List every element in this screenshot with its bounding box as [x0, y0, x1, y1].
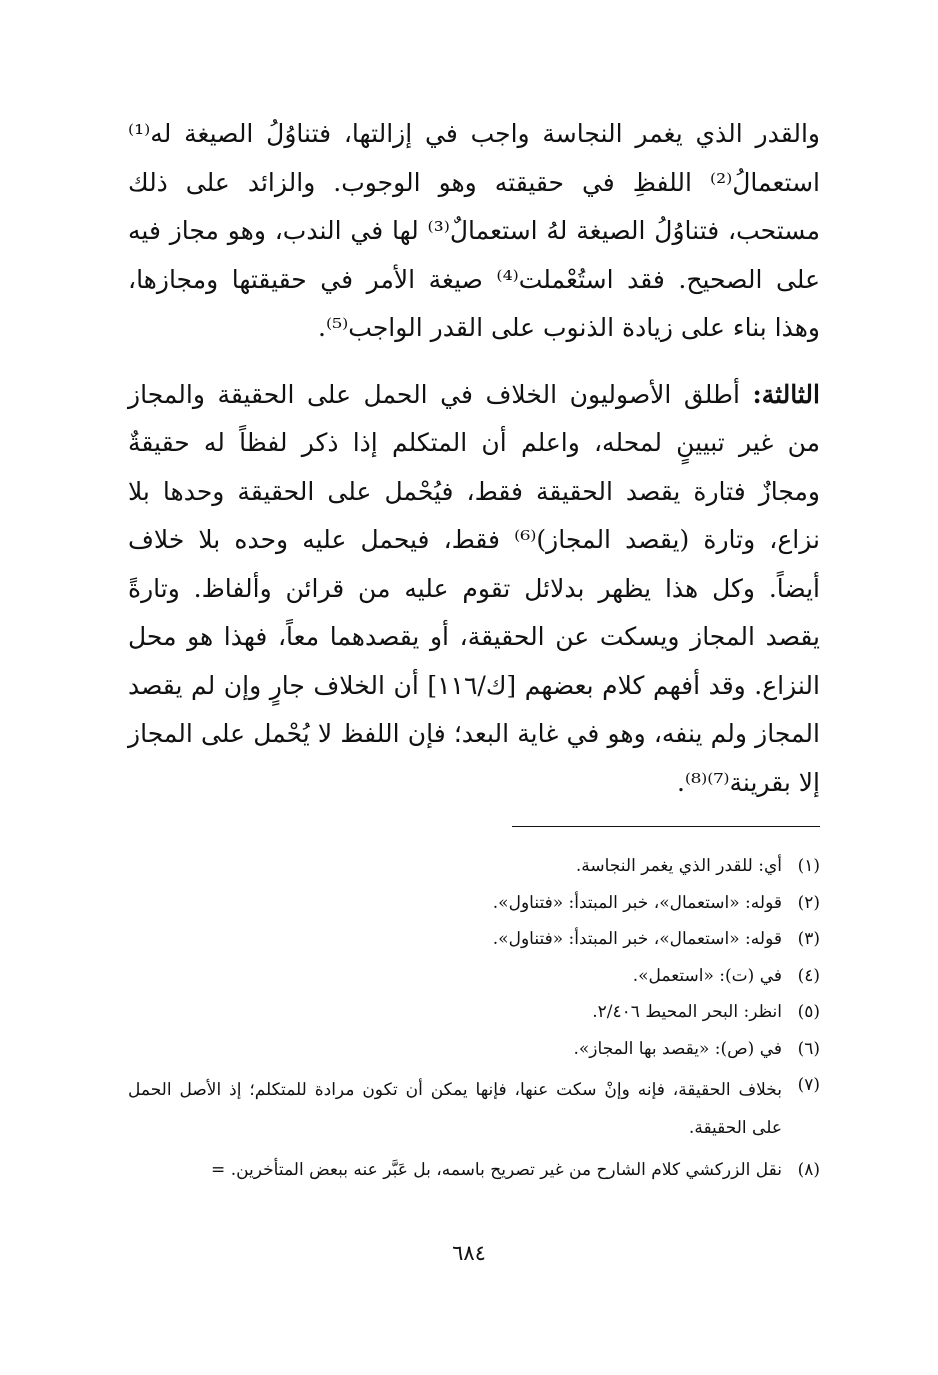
paragraph-2-lead: الثالثة: — [752, 379, 820, 409]
footnote-text: أي: للقدر الذي يغمر النجاسة. — [575, 856, 782, 876]
footnote-number: (١) — [797, 856, 820, 876]
paragraph-2-text: أطلق الأصوليون الخلاف في الحمل على الحقيقة والمجاز من غير تبيينٍ لمحله، واعلم أن المتكلم إذا ذكر لفظاً له حقيقةٌ ومجازٌ فتارة يقصد الحقيقة فقط، فيُحْمل على الحقيقة وحدها بلا نزاع، وتارة (يقصد المجاز)⁽⁶⁾ فقط، فيحمل عليه وحده بلا خلاف أيضاً. وكل هذا يظهر بدلائل تقوم عليه من قرائن وألفاظ. وتارةً يقصد المجاز ويسكت عن الحقيقة، أو يقصدهما معاً، فهذا هو محل النزاع. وقد أفهم كلام بعضهم [ك/١١٦] أن الخلاف جارٍ وإن لم يقصد المجاز ولم ينفه، وهو في غاية البعد؛ فإن اللفظ لا يُحْمل على المجاز إلا بقرينة⁽⁷⁾⁽⁸⁾. — [128, 379, 821, 797]
footnote-2 — [128, 889, 820, 917]
main-text — [128, 110, 820, 807]
footnote-text: انظر: البحر المحيط ٢/٤٠٦. — [592, 1002, 782, 1022]
footnote-number: (٣) — [797, 929, 820, 949]
footnote-number: (٤) — [797, 965, 820, 986]
footnote-3 — [128, 925, 820, 953]
page-number: ٦٨٤ — [452, 1241, 486, 1265]
footnote-7 — [128, 1071, 820, 1147]
footnote-5 — [128, 998, 820, 1026]
footnotes — [128, 852, 820, 1192]
footnote-text: بخلاف الحقيقة، فإنه وإنْ سكت عنها، فإنها يمكن أن تكون مرادة للمتكلم؛ إذ الأصل الحمل على الحقيقة. — [128, 1080, 782, 1138]
footnote-6 — [128, 1035, 820, 1063]
footnote-number: (٥) — [797, 1002, 820, 1022]
paragraph-2 — [128, 371, 820, 808]
footnote-text: قوله: «استعمال»، خبر المبتدأ: «فتناول». — [492, 892, 782, 913]
footnote-text: نقل الزركشي كلام الشارح من غير تصريح باسمه، بل عَبَّر عنه ببعض المتأخرين. = — [211, 1159, 782, 1180]
footnote-1 — [128, 852, 820, 880]
footnote-separator — [512, 826, 820, 827]
footnote-text: في (ت): «استعمل». — [632, 965, 782, 986]
footnote-number: (٧) — [797, 1075, 820, 1095]
footnote-8 — [128, 1156, 820, 1184]
footnote-number: (٢) — [797, 892, 820, 913]
footnote-number: (٦) — [797, 1038, 820, 1059]
paragraph-1: والقدر الذي يغمر النجاسة واجب في إزالتها، فتناوُلُ الصيغة له⁽¹⁾ استعمالُ⁽²⁾ اللفظِ في حقيقته وهو الوجوب. والزائد على ذلك مستحب، فتناوُلُ الصيغة لهُ استعمالٌ⁽³⁾ لها في الندب، وهو مجاز فيه على الصحيح. فقد استُعْملت⁽⁴⁾ صيغة الأمر في حقيقتها ومجازها، وهذا بناء على زيادة الذنوب على القدر الواجب⁽⁵⁾. — [128, 119, 820, 342]
footnote-number: (٨) — [797, 1159, 820, 1180]
footnote-text: في (ص): «يقصد بها المجاز». — [573, 1038, 782, 1059]
footnote-4 — [128, 962, 820, 990]
footnote-text: قوله: «استعمال»، خبر المبتدأ: «فتناول». — [492, 929, 782, 949]
